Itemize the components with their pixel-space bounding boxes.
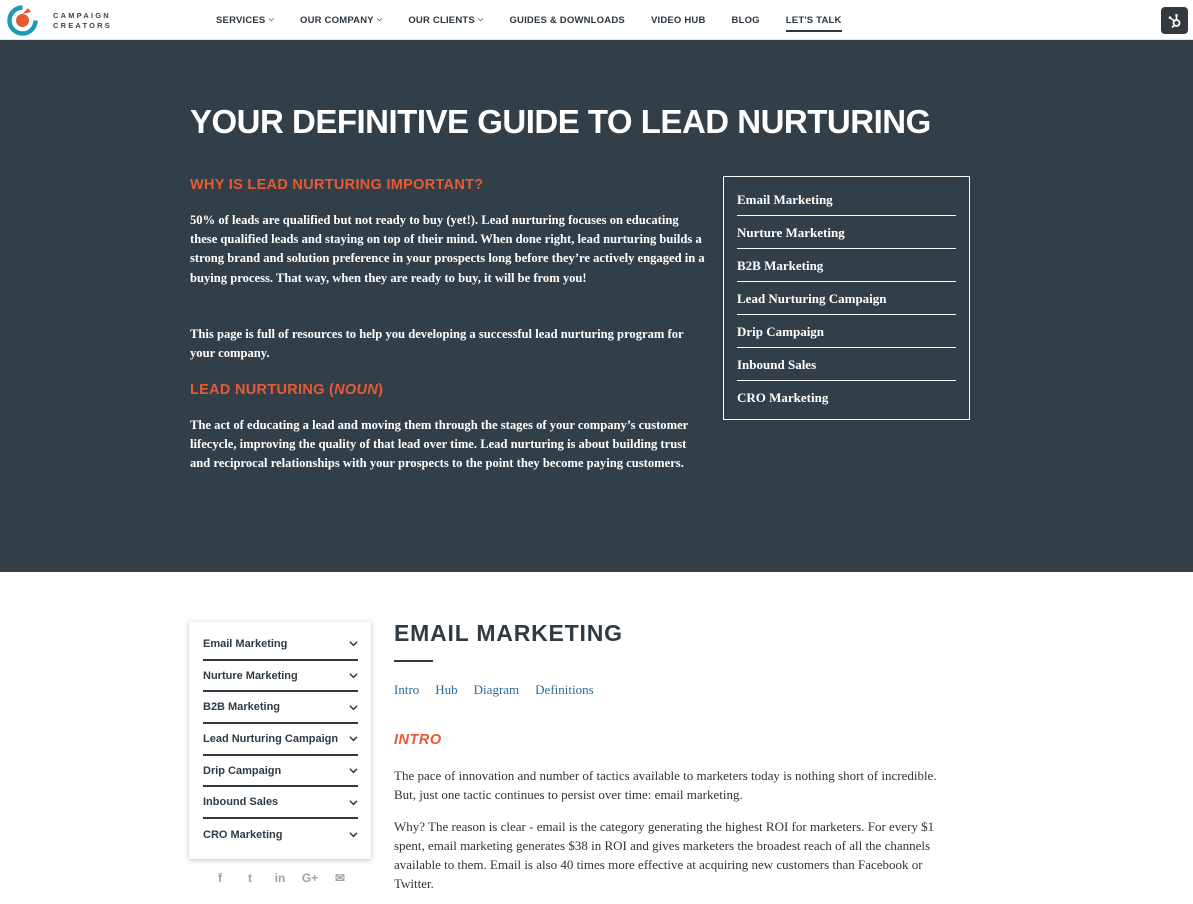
toc-item-nurture-marketing[interactable]: Nurture Marketing — [737, 216, 956, 249]
nav-blog[interactable]: BLOG — [731, 14, 760, 26]
email-icon[interactable]: ✉ — [334, 871, 346, 885]
chevron-down-icon — [349, 798, 358, 807]
campaign-creators-logo-icon — [6, 4, 39, 37]
facebook-icon[interactable]: f — [218, 871, 222, 885]
main-nav — [216, 0, 868, 40]
social-share-bar — [205, 871, 355, 885]
chevron-down-icon: ⌵ — [477, 16, 484, 23]
definition-heading: LEAD NURTURING (NOUN) — [190, 382, 384, 398]
chevron-down-icon — [349, 703, 358, 712]
top-navigation-bar — [0, 0, 1193, 40]
section-subnav — [394, 682, 610, 698]
hubspot-button[interactable] — [1161, 7, 1188, 34]
toc-item-b2b-marketing[interactable]: B2B Marketing — [737, 249, 956, 282]
subnav-intro-link[interactable]: Intro — [394, 682, 420, 697]
subnav-hub-link[interactable]: Hub — [435, 682, 458, 697]
google-plus-icon[interactable]: G+ — [301, 871, 319, 885]
toc-item-lead-nurturing-campaign[interactable]: Lead Nurturing Campaign — [737, 282, 956, 315]
sidebar-item-b2b-marketing[interactable]: B2B Marketing — [203, 692, 358, 724]
section-title: EMAIL MARKETING — [394, 620, 623, 646]
why-heading: WHY IS LEAD NURTURING IMPORTANT? — [190, 177, 484, 193]
sidebar-item-drip-campaign[interactable]: Drip Campaign — [203, 756, 358, 788]
toc-item-inbound-sales[interactable]: Inbound Sales — [737, 348, 956, 381]
twitter-icon[interactable]: t — [248, 871, 252, 885]
toc-item-email-marketing[interactable]: Email Marketing — [737, 183, 956, 216]
page-title: YOUR DEFINITIVE GUIDE TO LEAD NURTURING — [190, 103, 931, 140]
chevron-down-icon — [349, 671, 358, 680]
subnav-diagram-link[interactable]: Diagram — [473, 682, 520, 697]
nav-lets-talk[interactable]: LET'S TALK — [785, 14, 842, 26]
table-of-contents — [723, 176, 970, 420]
nav-services[interactable]: SERVICES ⌵ — [216, 14, 274, 26]
sidebar-item-inbound-sales[interactable]: Inbound Sales — [203, 787, 358, 819]
why-paragraph: 50% of leads are qualified but not ready to buy (yet!). Lead nurturing focuses on educating these qualified leads and staying on top of their mind. When done right, lead nurturing builds a strong brand and solution preference in your prospects long before they’re actively engaged in a buying process. That way, when they are ready to buy, it will be from you! — [190, 213, 705, 285]
chevron-down-icon: ⌵ — [376, 16, 383, 23]
toc-item-drip-campaign[interactable]: Drip Campaign — [737, 315, 956, 348]
definition-paragraph: The act of educating a lead and moving them through the stages of your company’s customer lifecycle, improving the quality of that lead over time. Lead nurturing is about building trust and reciprocal relationships with your prospects to the point they become paying customers. — [190, 418, 689, 471]
logo-text-line2: CREATORS — [53, 20, 112, 30]
nav-our-clients[interactable]: OUR CLIENTS ⌵ — [408, 14, 484, 26]
chevron-down-icon — [349, 734, 358, 743]
chevron-down-icon — [349, 766, 358, 775]
linkedin-icon[interactable]: in — [274, 871, 286, 885]
sidebar-item-cro-marketing[interactable]: CRO Marketing — [203, 819, 358, 851]
resources-paragraph: This page is full of resources to help you developing a successful lead nurturing program for your company. — [190, 327, 684, 361]
sidebar-item-nurture-marketing[interactable]: Nurture Marketing — [203, 661, 358, 693]
sidebar-item-email-marketing[interactable]: Email Marketing — [203, 629, 358, 661]
section-divider — [394, 660, 433, 662]
chevron-down-icon: ⌵ — [268, 16, 274, 23]
logo[interactable] — [6, 4, 112, 37]
intro-paragraph-1: The pace of innovation and number of tactics available to marketers today is nothing short of incredible. But, just one tactic continues to persist over time: email marketing. — [394, 768, 937, 802]
chevron-down-icon — [349, 639, 358, 648]
hubspot-icon — [1167, 13, 1183, 29]
logo-text-line1: CAMPAIGN — [53, 10, 111, 20]
sidebar-item-lead-nurturing-campaign[interactable]: Lead Nurturing Campaign — [203, 724, 358, 756]
nav-video-hub[interactable]: VIDEO HUB — [650, 14, 706, 26]
chevron-down-icon — [349, 830, 358, 839]
intro-heading: INTRO — [394, 732, 442, 748]
nav-guides-downloads[interactable]: GUIDES & DOWNLOADS — [509, 14, 625, 26]
hero-section — [0, 40, 1193, 572]
intro-paragraph-2: Why? The reason is clear - email is the category generating the highest ROI for marketers. For every $1 spent, email marketing generates $38 in ROI and gives marketers the broadest reach of all the channels available to them. Email is also 40 times more effective at acquiring new customers than Facebook or Twitter. — [394, 819, 935, 891]
sidebar-accordion — [189, 622, 371, 859]
nav-our-company[interactable]: OUR COMPANY ⌵ — [300, 14, 383, 26]
toc-item-cro-marketing[interactable]: CRO Marketing — [737, 390, 829, 405]
subnav-definitions-link[interactable]: Definitions — [535, 682, 594, 697]
